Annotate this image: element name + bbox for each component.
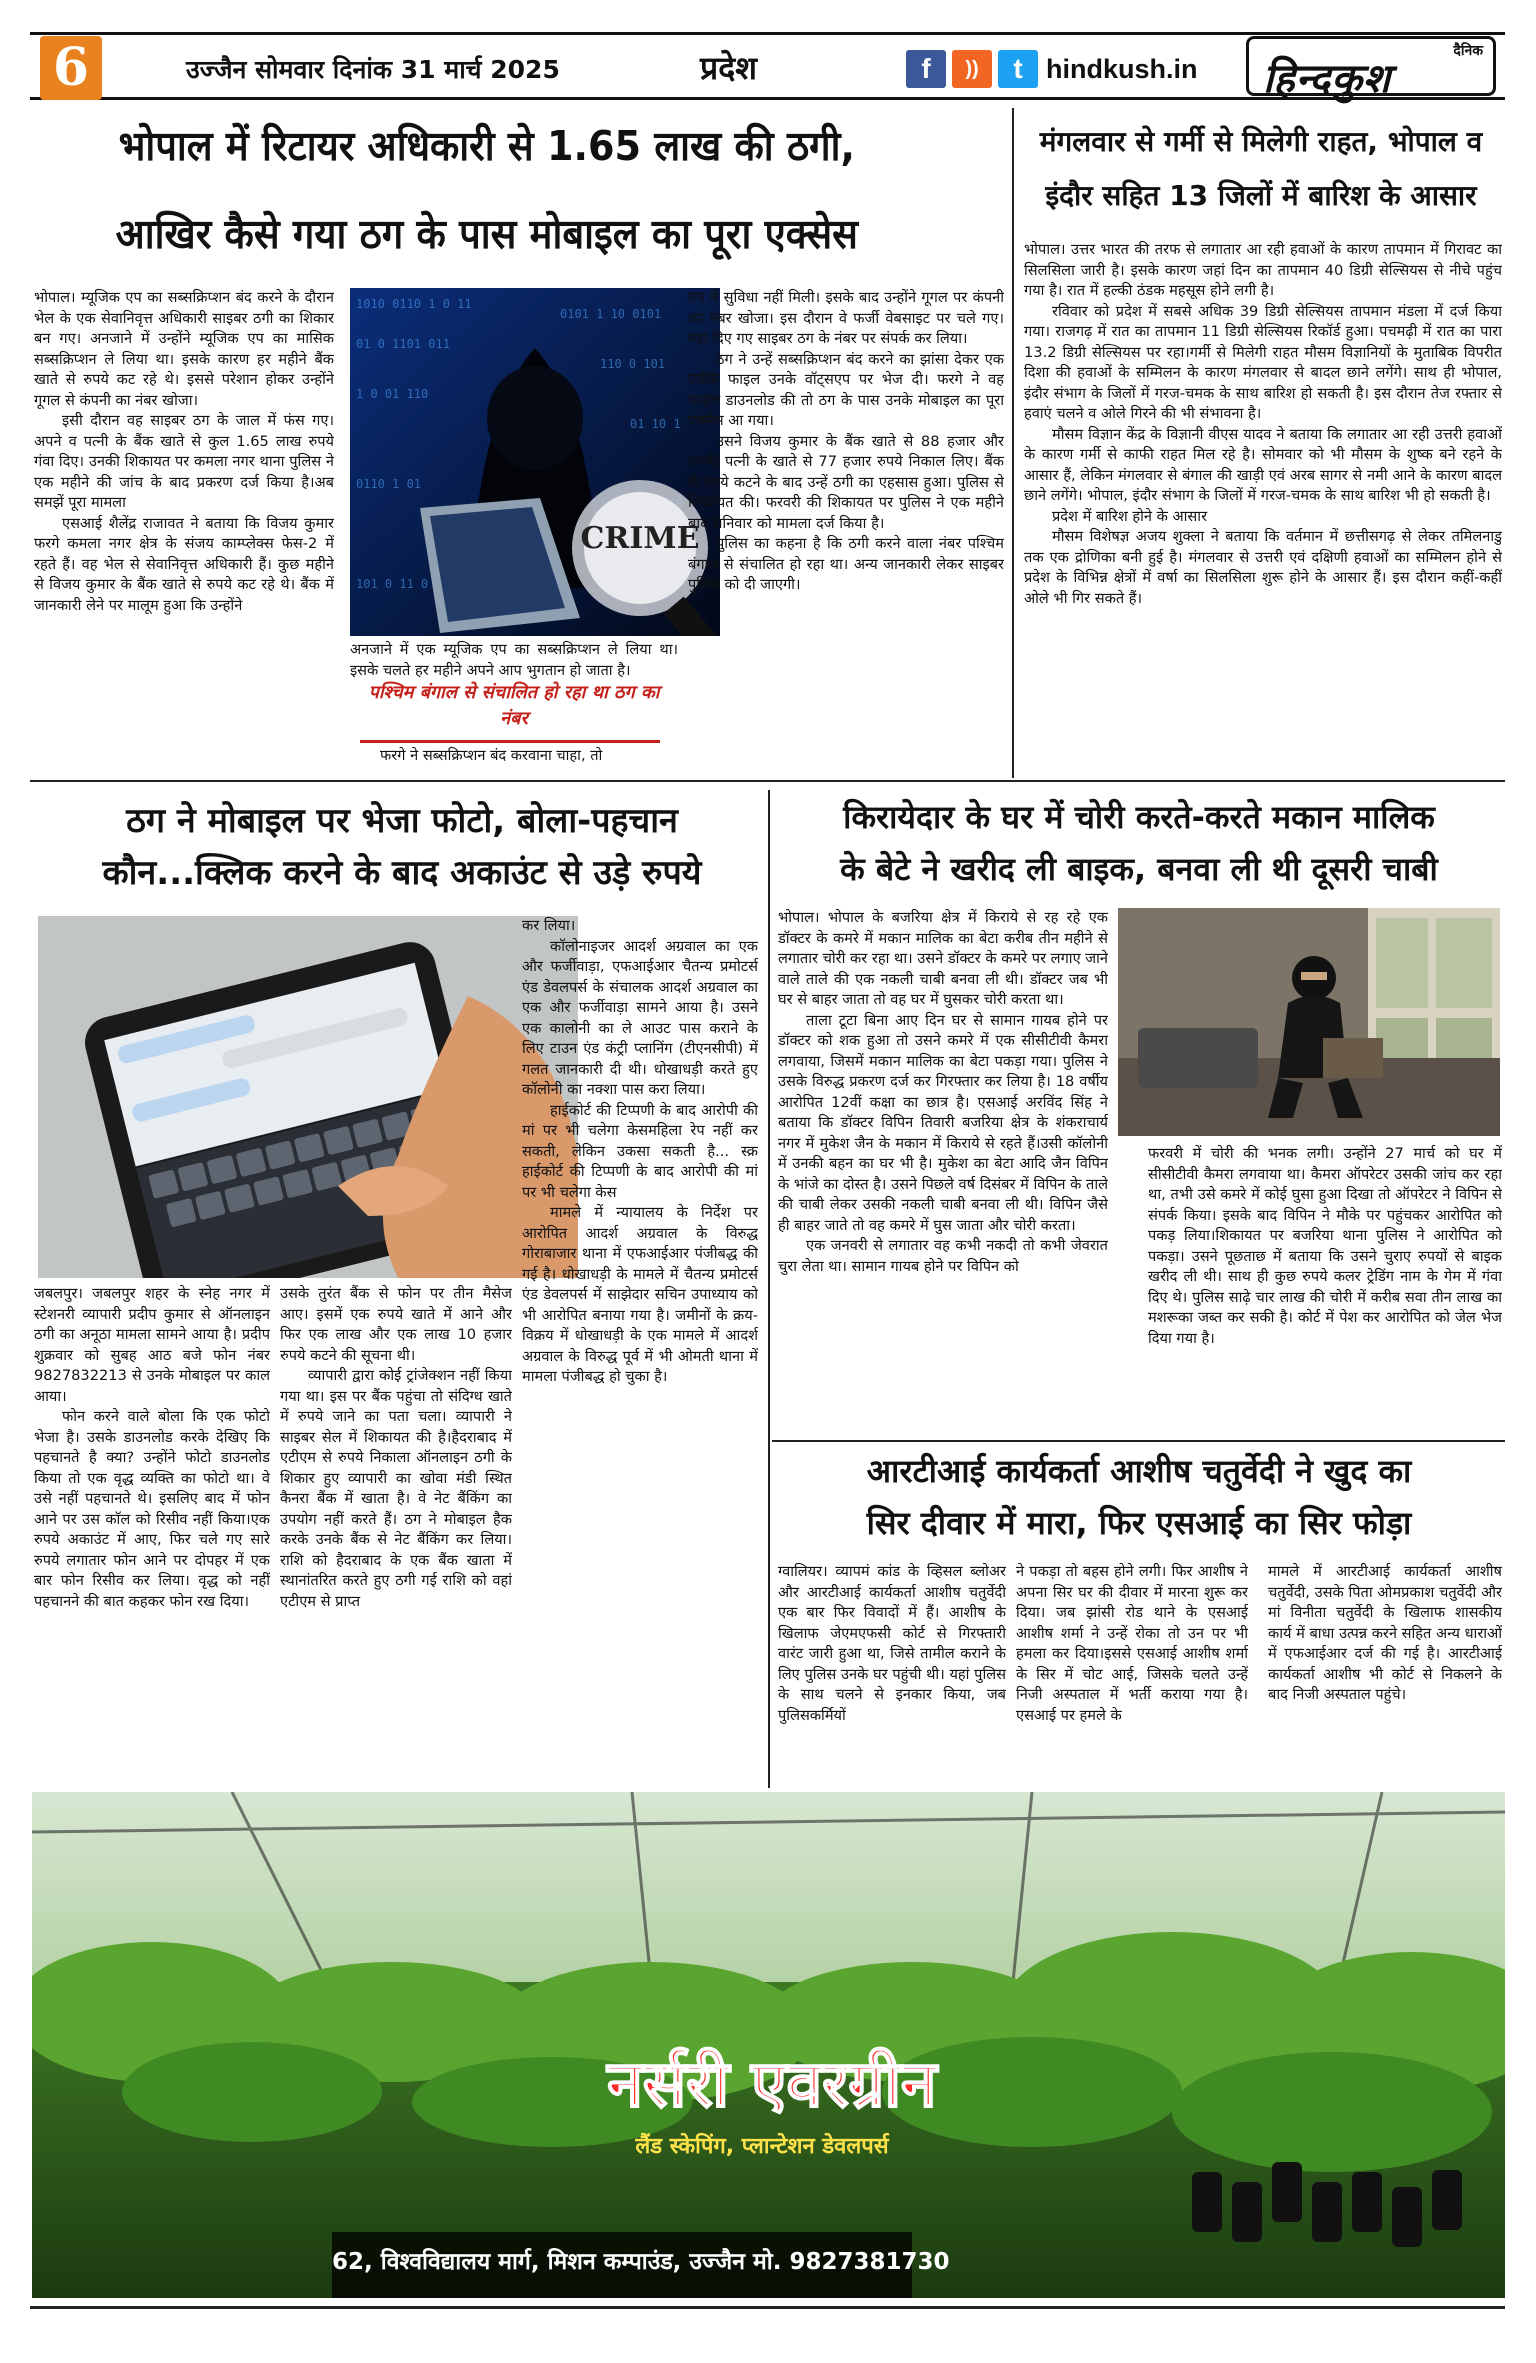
twitter-icon[interactable]: t bbox=[998, 50, 1038, 88]
story1-column3 bbox=[688, 288, 1004, 762]
story4-headline-line2: के बेटे ने खरीद ली बाइक, बनवा ली थी दूसरी चाबी bbox=[840, 850, 1438, 888]
story2-para: रविवार को प्रदेश में सबसे अधिक 39 डिग्री सेल्सियस तापमान मंडला में दर्ज किया गया। राजगढ़ में रात का तापमान 11 डिग्री सेल्सियस रिकॉर्ड हुआ। पचमढ़ी में रात का पारा 13.2 डिग्री सेल्सियस पर रहा।गर्मी से मिलेगी राहत मौसम विज्ञानियों के मुताबिक विपरीत दिशा की हवाओं के सम्मिलन के कारण मंगलवार से बादल छाने लगेंगे। साथ ही भोपाल, इंदौर संभाग के जिलों में गरज-चमक के साथ बारिश हो सकती है। इस दौरान तेज रफ्तार से हवाएं चलने व ओले गिरने की भी संभावना है। bbox=[1024, 302, 1502, 422]
story1-para: अनजाने में एक म्यूजिक एप का सब्सक्रिप्शन ले लिया था। इसके चलते हर महीने अपने आप भुगतान हो जाता है। bbox=[350, 641, 678, 679]
svg-text:1 0 01 110: 1 0 01 110 bbox=[356, 387, 429, 401]
facebook-icon[interactable]: f bbox=[906, 50, 946, 88]
thief-illustration bbox=[1118, 908, 1500, 1136]
story5-column2 bbox=[1016, 1562, 1248, 1786]
svg-text:0101 1 10 0101: 0101 1 10 0101 bbox=[560, 307, 662, 321]
story2-para: भोपाल। उत्तर भारत की तरफ से लगातार आ रही हवाओं के कारण तापमान में गिरावट का सिलसिला जारी है। इसके कारण जहां दिन का तापमान 40 डिग्री सेल्सियस से नीचे पहुंच गया है। रात में हल्की ठंडक महसूस होने लगी है। bbox=[1024, 241, 1502, 299]
story1-column1 bbox=[34, 288, 334, 758]
svg-text:101 0 11 0: 101 0 11 0 bbox=[356, 577, 429, 591]
crime-label: CRIME bbox=[580, 521, 700, 556]
story1-para: भोपाल। म्यूजिक एप का सब्सक्रिप्शन बंद करने के दौरान भेल के एक सेवानिवृत्त अधिकारी साइबर ठगी का शिकार बन गए। अनजाने में उन्होंने म्यूजिक एप का मासिक सब्सक्रिप्शन ले लिया था। इसके कारण हर महीने बैंक खाते से रुपये कट रहे थे। इससे परेशान होकर उन्होंने गूगल से कंपनी का नंबर खोजा। bbox=[34, 289, 334, 409]
phone-photo bbox=[38, 916, 578, 1278]
story4-para: भोपाल। भोपाल के बजरिया क्षेत्र में किराये से रह रहे एक डॉक्टर के कमरे में मकान मालिक का बेटा करीब तीन महीने से लगातार चोरी कर रहा था। उसने डॉक्टर के कमरे पर लगाए जाने वाले ताले की एक नकली चाबी बनवा ली थी। डॉक्टर जब भी घर से बाहर जाता तो वह घर में घुसकर चोरी करता था। bbox=[778, 909, 1108, 1008]
story4-headline-line1: किरायेदार के घर में चोरी करते-करते मकान मालिक bbox=[843, 798, 1435, 836]
story1-headline-line2: आखिर कैसे गया ठग के पास मोबाइल का पूरा एक्सेस bbox=[115, 210, 858, 258]
section-title: प्रदेश bbox=[700, 49, 757, 87]
svg-text:0110 1 01: 0110 1 01 bbox=[356, 477, 422, 491]
story5-headline-line2: सिर दीवार में मारा, फिर एसआई का सिर फोड़ा bbox=[866, 1504, 1412, 1542]
story3-column3 bbox=[522, 916, 758, 1784]
story1-headline-line1: भोपाल में रिटायर अधिकारी से 1.65 लाख की ठगी, bbox=[118, 122, 855, 170]
story3-para: हाईकोर्ट की टिप्पणी के बाद आरोपी की मां पर भी चलेगा केसमहिला रेप नहीं कर सकती, लेकिन उकसा सकती है... स्क्र हाईकोर्ट की टिप्पणी के बाद आरोपी की मां पर भी चलेगा केस bbox=[522, 1101, 758, 1201]
svg-text:01 0 1101 011: 01 0 1101 011 bbox=[356, 337, 450, 351]
subhead-rule bbox=[360, 740, 660, 743]
story4-para: ताला टूटा बिना आए दिन घर से सामान गायब होने पर डॉक्टर को शक हुआ तो उसने कमरे में एक सीसीटीवी कैमरा लगवाया, जिसमें मकान मालिक का बेटा पकड़ा गया। पुलिस ने उसके विरुद्ध प्रकरण दर्ज कर गिरफ्तार कर लिया है। 18 वर्षीय आरोपित 12वीं कक्षा का छात्र है। एसआई अरविंद सिंह ने बताया कि डॉक्टर विपिन तिवारी बजरिया क्षेत्र के शंकराचार्य नगर में मुकेश जैन के मकान में किराये से रहते हैं।उसी कॉलोनी में उनकी बहन का घर भी है। मुकेश का बेटा आदि जैन विपिन के भांजे का दोस्त है। उसने पिछले वर्ष दिसंबर में विपिन के ताले की चाबी लेकर उसकी नकली चाबी बनवा ली थी। विपिन जैसे ही बाहर जाते तो वह कमरे में घुस जाता और चोरी करता। bbox=[778, 1011, 1108, 1234]
story5-para: ने पकड़ा तो बहस होने लगी। फिर आशीष ने अपना सिर घर की दीवार में मारना शुरू कर दिया। जब झांसी रोड थाने के एसआई आशीष शर्मा ने उन्हें रोका तो उन पर भी हमला कर दिया।इससे एसआई आशीष शर्मा के सिर में चोट आई, जिसके चलते उन्हें निजी अस्पताल में भर्ती कराया गया है। एसआई पर हमले के bbox=[1016, 1563, 1248, 1724]
column-divider bbox=[1012, 108, 1014, 778]
story3-headline-line1: ठग ने मोबाइल पर भेजा फोटो, बोला-पहचान bbox=[126, 801, 678, 841]
story1-para: फरगे ने सब्सक्रिप्शन बंद करवाना चाहा, तो bbox=[380, 747, 603, 764]
story5-para: ग्वालियर। व्यापमं कांड के व्हिसल ब्लोअर और आरटीआई कार्यकर्ता आशीष चतुर्वेदी एक बार फिर विवादों में हैं। आशीष के खिलाफ जेएमएफसी कोर्ट से गिरफ्तारी वारंट जारी हुआ था, जिसे तामील कराने के लिए पुलिस उनके घर पहुंची थी। यहां पुलिस के साथ चलने से इनकार किया, जब पुलिसकर्मियों bbox=[778, 1563, 1006, 1724]
phone-illustration bbox=[38, 916, 578, 1278]
story1-column2-tail bbox=[380, 746, 680, 768]
story1-para: उसने विजय कुमार के बैंक खाते से 88 हजार और उनकी पत्नी के खाते से 77 हजार रुपये निकाल लिए। बैंक से रुपये कटने के बाद उन्हें ठगी का एहसास हुआ। पुलिस से शिकायत की। फरवरी की शिकायत पर पुलिस ने एक महीने बाद शनिवार को मामला दर्ज किया है। bbox=[688, 432, 1004, 532]
story1-para: ठग ने उन्हें सब्सक्रिप्शन बंद करने का झांसा देकर एक एपीके फाइल उनके वॉट्सएप पर भेज दी। फरगे ने वह फाइल डाउनलोड की तो ठग के पास उनके मोबाइल का पूरा एक्सेस आ गया। bbox=[688, 350, 1004, 429]
story3-column1 bbox=[34, 1284, 270, 1784]
story2-subheading: प्रदेश में बारिश होने के आसार bbox=[1052, 507, 1208, 525]
story2-body bbox=[1024, 240, 1502, 770]
website-link[interactable]: hindkush.in bbox=[1046, 54, 1198, 84]
story5-column1 bbox=[778, 1562, 1006, 1786]
story2-headline-line1: मंगलवार से गर्मी से मिलेगी राहत, भोपाल व bbox=[1039, 125, 1483, 158]
footer-rule bbox=[30, 2306, 1505, 2309]
ad-title: नर्सरी एवरग्रीन bbox=[607, 2048, 937, 2122]
crime-illustration bbox=[350, 288, 720, 636]
svg-text:1010 0110 1 0 11: 1010 0110 1 0 11 bbox=[356, 297, 472, 311]
logo-title: हिन्दकुश bbox=[1263, 55, 1392, 102]
story1-subhead: पश्चिम बंगाल से संचालित हो रहा था ठग का नंबर bbox=[368, 682, 660, 729]
story2-para: मौसम विज्ञान केंद्र के विज्ञानी वीएस यादव ने बताया कि लगातार आ रही उत्तरी हवाओं के कारण गर्मी से काफी राहत मिल रहे है। सोमवार को भी मौसम के शुष्क बने रहने के आसार हैं, लेकिन मंगलवार से बंगाल की खाड़ी एवं अरब सागर से नमी आने के कारण बादल छाने लगेंगे। भोपाल, इंदौर संभाग के जिलों में गरज-चमक के साथ बारिश भी हो सकती है। bbox=[1024, 425, 1502, 504]
story3-para: उसके तुरंत बैंक से फोन पर तीन मैसेज आए। इसमें एक रुपये खाते में आने और फिर एक लाख और एक लाख 10 हजार रुपये कटने की सूचना थी। bbox=[280, 1285, 512, 1364]
story3-para: जबलपुर। जबलपुर शहर के स्नेह नगर में स्टेशनरी व्यापारी प्रदीप कुमार से ऑनलाइन ठगी का अनूठा मामला सामने आया है। प्रदीप शुक्रवार को सुबह आठ बजे फोन नंबर 9827832213 से उनके मोबाइल पर काल आया। bbox=[34, 1285, 270, 1405]
story4-column1 bbox=[778, 908, 1108, 1436]
section-rule bbox=[30, 780, 1505, 782]
story1-para: एप में सुविधा नहीं मिली। इसके बाद उन्होंने गूगल पर कंपनी का नंबर खोजा। इस दौरान वे फर्जी वेबसाइट पर चले गए। वहां दिए गए साइबर ठग के नंबर पर संपर्क कर लिया। bbox=[688, 289, 1004, 347]
logo-tagline: दैनिक bbox=[1453, 43, 1483, 59]
ad-address: 62, विश्वविद्यालय मार्ग, मिशन कम्पाउंड, उज्जैन मो. 9827381730 bbox=[332, 2249, 950, 2275]
story1-para: इसी दौरान वह साइबर ठग के जाल में फंस गए। अपने व पत्नी के बैंक खाते से कुल 1.65 लाख रुपये गंवा दिए। उनकी शिकायत पर कमला नगर थाना पुलिस ने एक महीने की जांच के बाद प्रकरण दर्ज किया है।अब समझें पूरा मामला bbox=[34, 412, 334, 511]
story5-para: मामले में आरटीआई कार्यकर्ता आशीष चतुर्वेदी, उसके पिता ओमप्रकाश चतुर्वेदी और मां विनीता चतुर्वेदी के खिलाफ शासकीय कार्य में बाधा उत्पन्न करने सहित अन्य धाराओं में एफआईआर दर्ज की गई है। आरटीआई कार्यकर्ता आशीष भी कोर्ट से निकलने के बाद निजी अस्पताल पहुंचे। bbox=[1268, 1563, 1502, 1703]
story3-column2 bbox=[280, 1284, 512, 1784]
story4-column2 bbox=[1148, 1144, 1502, 1434]
ad-tagline: लैंड स्केपिंग, प्लान्टेशन डेवलपर्स bbox=[635, 2134, 889, 2159]
story3-para: व्यापारी द्वारा कोई ट्रांजेक्शन नहीं किया गया था। इस पर बैंक पहुंचा तो संदिग्ध खाते में रुपये जाने का पता चला। व्यापारी ने साइबर सेल में शिकायत की है।हैदराबाद में एटीएम से रुपये निकाला ऑनलाइन ठगी के शिकार हुए व्यापारी का खोवा मंडी स्थित कैनरा बैंक में खाता है। वे नेट बैंकिंग का उपयोग नहीं करते हैं। ठग ने मोबाइल हैक करके उनके बैंक से नेट बैंकिंग कर लिया। राशि को हैदराबाद के एक बैंक खाता में स्थानांतरित करते हुए ठगी गई राशि को वहां एटीएम से प्राप्त bbox=[280, 1367, 512, 1610]
crime-photo bbox=[350, 288, 720, 636]
story3-para: मामले में न्यायालय के निर्देश पर आरोपित आदर्श अग्रवाल के विरुद्ध गोराबाजार थाना में एफआईआर पंजीबद्ध की गई है। धोखाधड़ी के मामले में चैतन्य प्रमोटर्स एंड डेवलपर्स में साझेदार सचिन उपाध्याय को भी आरोपित बनाया गया है। जमीनों के क्रय-विक्रय में धोखाधड़ी के एक मामले में आदर्श अग्रवाल के विरुद्ध पूर्व में भी ओमती थाना में मामला पंजीबद्ध हो चुका है। bbox=[522, 1204, 758, 1385]
nursery-advertisement bbox=[32, 1792, 1505, 2298]
thief-photo bbox=[1118, 908, 1500, 1136]
rss-icon[interactable]: )) bbox=[952, 50, 992, 88]
dateline: उज्जैन सोमवार दिनांक 31 मार्च 2025 bbox=[186, 55, 560, 84]
story4-para: एक जनवरी से लगातार वह कभी नकदी तो कभी जेवरात चुरा लेता था। सामान गायब होने पर विपिन को bbox=[778, 1237, 1108, 1275]
story2-para: मौसम विशेषज्ञ अजय शुक्ला ने बताया कि वर्तमान में छत्तीसगढ़ से लेकर तमिलनाडु तक एक द्रोणिका बनी हुई है। मंगलवार से उत्तरी एवं दक्षिणी हवाओं का सम्मिलन होने से प्रदेश के विभिन्न क्षेत्रों में वर्षा का सिलसिला शुरू होने के आसार हैं। इस दौरान कहीं-कहीं ओले भी गिर सकते हैं। bbox=[1024, 528, 1502, 607]
story3-para: कर लिया। bbox=[522, 917, 576, 934]
section-rule bbox=[772, 1440, 1505, 1442]
story3-headline-line2: कौन...क्लिक करने के बाद अकाउंट से उड़े रुपये bbox=[102, 853, 702, 893]
story2-headline-line2: इंदौर सहित 13 जिलों में बारिश के आसार bbox=[1045, 179, 1477, 212]
story5-headline-line1: आरटीआई कार्यकर्ता आशीष चतुर्वेदी ने खुद का bbox=[866, 1452, 1412, 1490]
story3-para: कॉलोनाइजर आदर्श अग्रवाल का एक और फर्जीवाड़ा, एफआईआर चैतन्य प्रमोटर्स एंड डेवलपर्स के संचालक आदर्श अग्रवाल का एक और फर्जीवाड़ा सामने आया है। उसने एक कालोनी का ले आउट पास कराने के लिए टाउन एंड कंट्री प्लानिंग (टीएनसीपी) में गलत जानकारी दी थी। धोखाधड़ी करते हुए कॉलोनी का नक्शा पास करा लिया। bbox=[522, 937, 758, 1098]
story1-para: पुलिस का कहना है कि ठगी करने वाला नंबर पश्चिम बंगाल से संचालित हो रहा था। अन्य जानकारी लेकर साइबर पुलिस को दी जाएगी। bbox=[688, 535, 1004, 593]
svg-text:01 10 1: 01 10 1 bbox=[630, 417, 681, 431]
story4-para: फरवरी में चोरी की भनक लगी। उन्होंने 27 मार्च को घर में सीसीटीवी कैमरा लगवाया था। कैमरा ऑपरेटर उसकी जांच कर रहा था, तभी उसे कमरे में कोई घुसा हुआ दिखा तो ऑपरेटर ने विपिन से संपर्क किया। इसके बाद विपिन ने मौके पर पहुंचकर आरोपित को पकड़ लिया।शिकायत पर बजरिया थाना पुलिस ने आरोपित को पकड़ा। उसने पूछताछ में बताया कि उसने चुराए रुपयों से बाइक खरीद ली थी। साथ ही कुछ रुपये कलर ट्रेडिंग नाम के गेम में गंवा दिए थे। पुलिस साढ़े चार लाख की चोरी में करीब सवा तीन लाख का मशरूका जब्त कर सकी है। कोर्ट में पेश कर आरोपित को जेल भेज दिया गया है। bbox=[1148, 1145, 1502, 1347]
newspaper-logo bbox=[1246, 36, 1496, 102]
column-divider bbox=[768, 790, 770, 1788]
story5-column3 bbox=[1268, 1562, 1502, 1786]
page-number: 6 bbox=[40, 36, 102, 100]
svg-text:110 0 101: 110 0 101 bbox=[600, 357, 666, 371]
story1-para: एसआई शैलेंद्र राजावत ने बताया कि विजय कुमार फरगे कमला नगर क्षेत्र के संजय काम्प्लेक्स फेस-2 में रहते हैं। वह भेल से सेवानिवृत्त अधिकारी हैं। कुछ महीने से विजय कुमार के बैंक खाते से रुपये कट रहे थे। बैंक में जानकारी लेने पर मालूम हुआ कि उन्होंने bbox=[34, 514, 334, 614]
story3-para: फोन करने वाले बोला कि एक फोटो भेजा है। उसके डाउनलोड करके देखिए कि पहचानते है क्या? उन्होंने फोटो डाउनलोड किया तो एक वृद्ध व्यक्ति का फोटो था। वे उसे नहीं पहचानते थे। इसलिए बाद में फोन आने पर उस काॅल को रिसीव नहीं किया।एक रुपये अकाउंट में आए, फिर चले गए सारे रुपये लगातार फोन आने पर दोपहर में एक बार फोन रिसीव कर लिया। वृद्ध को नहीं पहचानने की बात कहकर फोन रख दिया। bbox=[34, 1408, 270, 1610]
